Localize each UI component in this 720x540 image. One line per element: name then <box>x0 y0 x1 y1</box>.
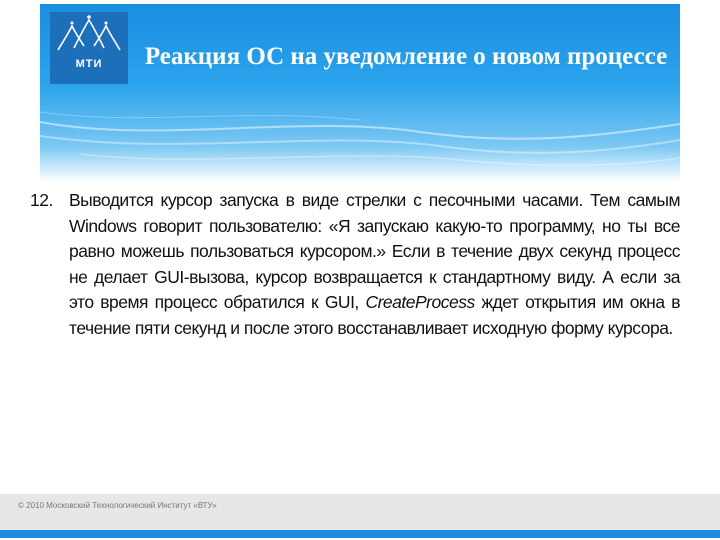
copyright-text: © 2010 Московский Технологический Институт «ВТУ» <box>18 501 217 510</box>
header-banner <box>40 4 680 182</box>
item-paragraph <box>69 188 680 341</box>
item-number: 12. <box>30 190 53 210</box>
paragraph-text-start: Выводится курсор запуска в виде стрелки с песочными часами. Тем самым Windows говорит пользователю: «Я запускаю какую-то программу, но ты все равно можешь пользоваться курсором.» Если в течение двух секунд процесс не делает GUI-вызова, курсор возвращается к стандартному виду. А если за это время процесс обратился к GUI, <box>69 190 680 312</box>
function-name: CreateProcess <box>365 292 475 312</box>
mountain-icon <box>50 12 128 58</box>
wave-decoration <box>40 4 680 182</box>
footer-bar <box>0 494 720 538</box>
logo-text: МТИ <box>75 58 103 70</box>
paragraph-text-end: ждет открытия им окна в течение пяти секунд и после этого восстанавливает исходную форму курсора. <box>69 292 681 338</box>
logo <box>50 12 128 84</box>
slide-title: Реакция ОС на уведомление о новом процессе <box>144 43 668 70</box>
slide-body <box>30 188 680 341</box>
